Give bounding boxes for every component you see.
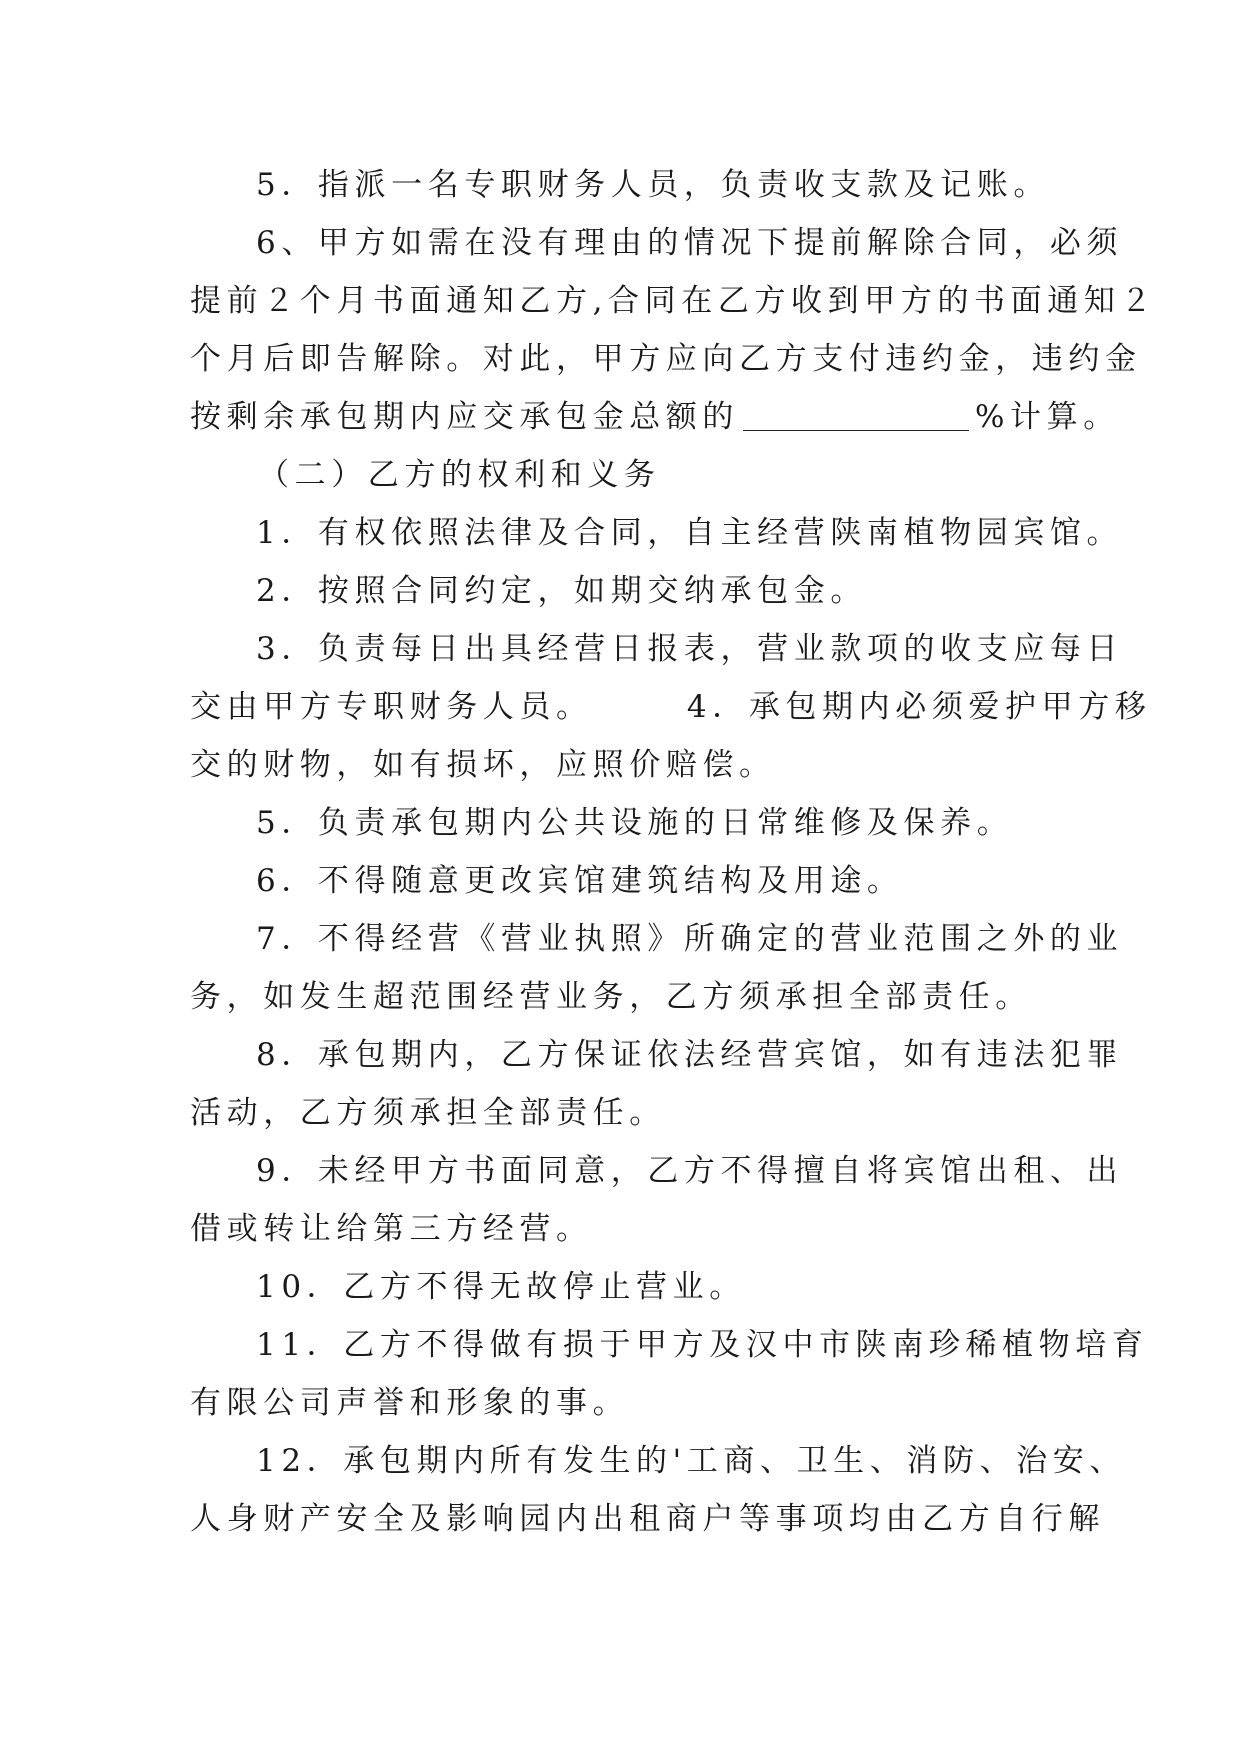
paragraph-line: 10．乙方不得无故停止营业。 bbox=[256, 1269, 746, 1305]
section-heading: （二）乙方的权利和义务 bbox=[258, 457, 661, 493]
blank-prefix-text: 按剩余承包期内应交承包金总额的 bbox=[190, 399, 739, 435]
fill-in-blank bbox=[743, 400, 969, 431]
paragraph-line: 5．指派一名专职财务人员，负责收支款及记账。 bbox=[256, 167, 1050, 203]
paragraph-line: 借或转让给第三方经营。 bbox=[190, 1211, 593, 1247]
paragraph-line: 提前２个月书面通知乙方,合同在乙方收到甲方的书面通知２ bbox=[190, 283, 1158, 319]
blank-suffix-text: %计算。 bbox=[975, 399, 1120, 435]
paragraph-line: 人身财产安全及影响园内出租商户等事项均由乙方自行解 bbox=[190, 1501, 1105, 1537]
paragraph-line: 9．未经甲方书面同意，乙方不得擅自将宾馆出租、出 bbox=[256, 1153, 1124, 1189]
paragraph-line: 1．有权依照法律及合同，自主经营陕南植物园宾馆。 bbox=[256, 515, 1124, 551]
paragraph-line: 6、甲方如需在没有理由的情况下提前解除合同，必须 bbox=[256, 225, 1124, 261]
paragraph-line: 6．不得随意更改宾馆建筑结构及用途。 bbox=[256, 863, 904, 899]
paragraph-line: 交的财物，如有损坏，应照价赔偿。 bbox=[190, 747, 776, 783]
paragraph-line: 7．不得经营《营业执照》所确定的营业范围之外的业 bbox=[256, 921, 1124, 957]
paragraph-line: 交由甲方专职财务人员。 4．承包期内必须爱护甲方移 bbox=[190, 689, 1152, 725]
paragraph-line: 活动，乙方须承担全部责任。 bbox=[190, 1095, 666, 1131]
paragraph-line: 11．乙方不得做有损于甲方及汉中市陕南珍稀植物培育 bbox=[256, 1327, 1149, 1363]
paragraph-line: 12．承包期内所有发生的'工商、卫生、消防、治安、 bbox=[256, 1443, 1126, 1479]
paragraph-line: 5．负责承包期内公共设施的日常维修及保养。 bbox=[256, 805, 1014, 841]
paragraph-line: 8．承包期内，乙方保证依法经营宾馆，如有违法犯罪 bbox=[256, 1037, 1124, 1073]
paragraph-line: 务，如发生超范围经营业务，乙方须承担全部责任。 bbox=[190, 979, 1032, 1015]
paragraph-line: 3．负责每日出具经营日报表，营业款项的收支应每日 bbox=[256, 631, 1124, 667]
paragraph-line: 有限公司声誉和形象的事。 bbox=[190, 1385, 630, 1421]
paragraph-line: 个月后即告解除。对此，甲方应向乙方支付违约金，违约金 bbox=[190, 341, 1142, 377]
paragraph-line-with-blank bbox=[190, 397, 1120, 437]
paragraph-line: 2．按照合同约定，如期交纳承包金。 bbox=[256, 573, 867, 609]
